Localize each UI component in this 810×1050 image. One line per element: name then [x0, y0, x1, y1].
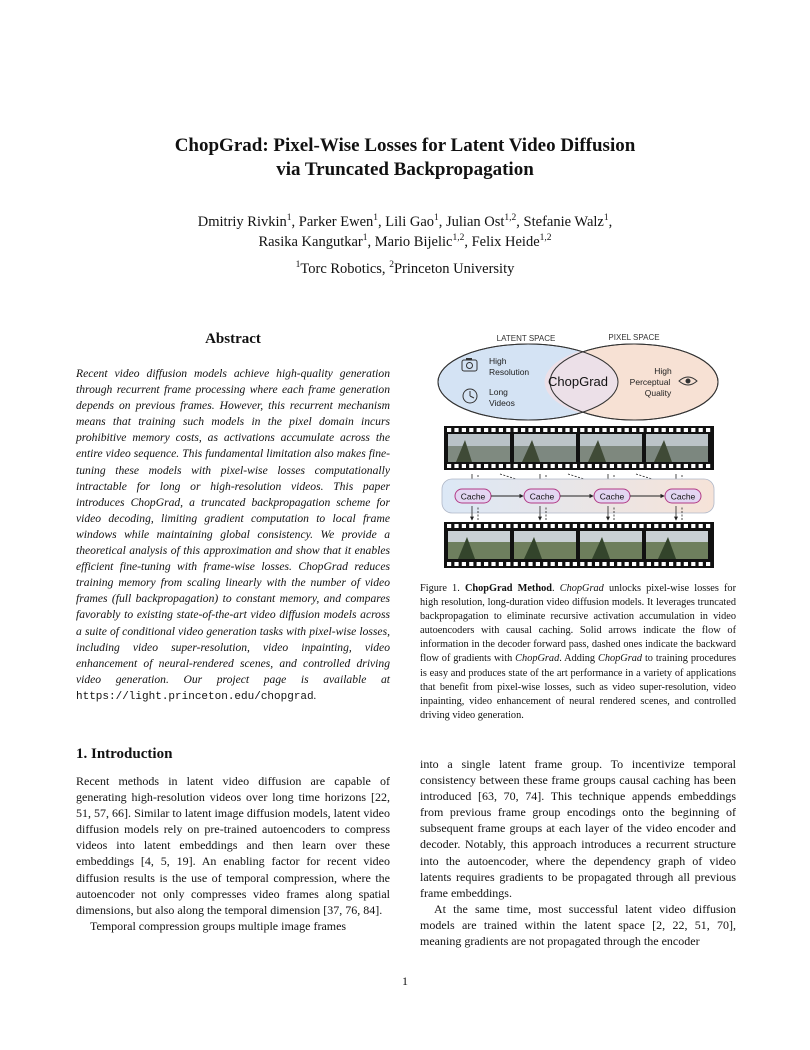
intro-paragraph-1: Recent methods in latent video diffusion are capable of generating high-resolution videos over long time horizons [22, 51, 57, 66]. Similar to latent image diffusion models, latent video diffusion models rely on pre-trained autoencoders to compress videos into latent embeddings and then learn over these embeddings [4, 5, 19]. An enabling factor for recent video diffusion results is the use of temporal compression, where the autoencoder not only compresses video frames along spatial dimensions, but also along the temporal dimension [37, 76, 84].: [76, 774, 390, 917]
film-perforation: [632, 524, 636, 528]
film-perforation: [447, 464, 451, 468]
film-perforation: [558, 464, 562, 468]
abstract-text: Recent video diffusion models achieve high-quality generation through recurrent frame processing where each frame generation depends on previous frames. However, this recurrent mechanism means that training such models in the pixel domain incurs prohibitive memory costs, as activations accumulate across the entire video sequence. This fundamental limitation also makes fine-tuning these models with pixel-wise losses computationally intractable for long or high-resolution videos. This paper introduces ChopGrad, a truncated backpropagation scheme for video decoding, limiting gradient computation to local frame windows while maintaining global consistency. We provide a theoretical analysis of this approximation and show that it enables efficient fine-tuning with frame-wise losses. ChopGrad reduces training memory from scaling linearly with the number of video frames (full backpropagation) to constant memory, and compares favorably to existing state-of-the-art video diffusion models across a suite of conditional video generation tasks with pixel-wise losses, including video super-resolution, video inpainting, video enhancement of neural-rendered scenes, and controlled driving video generation. Our project page is available at: [76, 367, 390, 686]
film-perforation: [617, 562, 621, 566]
separator: ,: [464, 234, 472, 250]
frame-sky: [514, 434, 576, 446]
affiliation-number: 2: [389, 260, 394, 271]
perceptual-line1: High: [654, 366, 672, 376]
film-perforation: [632, 464, 636, 468]
film-perforation: [676, 524, 680, 528]
high-resolution-line1: High: [489, 356, 507, 366]
figure-1-caption: Figure 1. ChopGrad Method. ChopGrad unlocks pixel-wise losses for high resolution, long-duration video diffusion models. It leverages truncated backpropagation to eliminate recursive activation accumulation in video autoencoders with causal caching. Solid arrows indicate the flow of information in the decoder forward pass, dashed ones indicate the backward flow of gradients with ChopGrad. Adding ChopGrad to training procedures is easy and produces state of the art performance in a variety of applications that benefit from pixel-wise losses, such as video super-resolution, video inpainting, video enhancement of neural rendered scenes, and controlled driving video generation.: [420, 583, 737, 721]
film-perforation: [514, 428, 518, 432]
film-perforation: [602, 428, 606, 432]
author-affiliation: 1: [286, 213, 292, 224]
film-perforation: [558, 524, 562, 528]
film-perforation: [499, 464, 503, 468]
author-name: Dmitriy Rivkin: [197, 214, 287, 230]
cache-label: Cache: [460, 491, 486, 502]
film-perforation: [447, 524, 451, 528]
authors-line-2: [0, 232, 810, 252]
film-perforation: [588, 464, 592, 468]
author-affiliation: 1: [434, 213, 439, 224]
film-perforation: [676, 562, 680, 566]
film-perforation: [551, 524, 555, 528]
film-perforation: [699, 562, 703, 566]
film-perforation: [528, 464, 532, 468]
film-perforation: [699, 464, 703, 468]
author-name: Julian Ost: [446, 214, 505, 230]
film-perforation: [573, 464, 577, 468]
film-perforation: [617, 464, 621, 468]
film-perforation: [521, 524, 525, 528]
film-perforation: [706, 524, 710, 528]
film-perforation: [484, 562, 488, 566]
film-perforation: [514, 524, 518, 528]
film-perforation: [499, 562, 503, 566]
film-perforation: [499, 524, 503, 528]
film-perforation: [462, 464, 466, 468]
film-perforation: [691, 464, 695, 468]
film-perforation: [625, 428, 629, 432]
affiliation-name: Princeton University: [393, 261, 515, 277]
title-line-2: via Truncated Backpropagation: [276, 159, 534, 180]
film-perforation: [454, 562, 458, 566]
film-perforation: [477, 464, 481, 468]
film-perforation: [662, 562, 666, 566]
author-name: Parker Ewen: [298, 214, 374, 230]
high-resolution-line2: Resolution: [489, 367, 530, 377]
film-perforation: [662, 464, 666, 468]
film-perforation: [484, 464, 488, 468]
film-perforation: [684, 464, 688, 468]
film-perforation: [610, 428, 614, 432]
caption-method-name: ChopGrad: [559, 583, 604, 594]
film-perforation: [647, 428, 651, 432]
caption-method-name: ChopGrad: [597, 653, 643, 665]
film-perforation: [573, 562, 577, 566]
film-perforation: [610, 464, 614, 468]
film-perforation: [639, 524, 643, 528]
author-affiliation: 1,2: [539, 233, 552, 244]
film-perforation: [506, 464, 510, 468]
right-paragraph-2: At the same time, most successful latent video diffusion models are trained within the latent space [2, 22, 51, 70], meaning gradients are not propagated through the encoder: [420, 901, 736, 949]
author-name: Rasika Kangutkar: [258, 234, 363, 250]
film-perforation: [588, 524, 592, 528]
paper-title: [0, 134, 810, 182]
author-list: [0, 212, 810, 252]
film-perforation: [462, 428, 466, 432]
film-perforation: [588, 428, 592, 432]
author-name: Lili Gao: [385, 214, 435, 230]
author-affiliation: 1: [603, 213, 609, 224]
separator: ,: [608, 214, 613, 230]
cache-label: Cache: [670, 491, 696, 502]
chopgrad-center-label: ChopGrad: [548, 374, 608, 389]
affiliations: [0, 259, 810, 279]
long-videos-line1: Long: [489, 387, 508, 397]
film-perforation: [528, 428, 532, 432]
film-perforation: [706, 464, 710, 468]
film-perforation: [536, 562, 540, 566]
film-perforation: [639, 428, 643, 432]
film-perforation: [691, 428, 695, 432]
author-name: Mario Bijelic: [374, 234, 453, 250]
film-perforation: [506, 562, 510, 566]
authors-line-1: [0, 212, 810, 232]
film-perforation: [477, 562, 481, 566]
abstract-end: .: [313, 688, 317, 702]
film-perforation: [469, 562, 473, 566]
author-name: Felix Heide: [471, 234, 540, 250]
film-perforation: [565, 428, 569, 432]
film-perforation: [573, 428, 577, 432]
film-perforation: [462, 524, 466, 528]
film-perforation: [610, 562, 614, 566]
film-perforation: [669, 464, 673, 468]
latent-space-label: LATENT SPACE: [496, 334, 556, 343]
project-url-link[interactable]: https://light.princeton.edu/chopgrad: [76, 690, 314, 703]
frame-sky: [646, 531, 708, 542]
film-perforation: [580, 464, 584, 468]
film-perforation: [565, 562, 569, 566]
film-perforation: [602, 524, 606, 528]
film-perforation: [528, 524, 532, 528]
separator: ,: [291, 214, 299, 230]
film-perforation: [676, 428, 680, 432]
film-perforation: [632, 562, 636, 566]
film-perforation: [462, 562, 466, 566]
separator: ,: [516, 214, 524, 230]
right-paragraph-1: into a single latent frame group. To incentivize temporal consistency between these frame groups causal caching has been introduced [63, 70, 74]. This technique appends embeddings from previous frame group encodings onto the beginning of subsequent frame groups at each layer of the video encoder and decoder. Notably, this approach introduces a recurrent structure into the autoencoder, where the dependency graph of video latents requires gradients to be propagated through all previous frame embeddings.: [420, 757, 736, 900]
film-perforation: [654, 428, 658, 432]
film-perforation: [602, 464, 606, 468]
frame-sky: [580, 531, 642, 542]
film-perforation: [558, 428, 562, 432]
perceptual-line2: Perceptual: [629, 377, 671, 387]
title-line-1: ChopGrad: Pixel-Wise Losses for Latent Video Diffusion: [174, 135, 636, 156]
film-perforation: [543, 464, 547, 468]
film-perforation: [536, 428, 540, 432]
film-perforation: [543, 524, 547, 528]
film-perforation: [647, 562, 651, 566]
film-perforation: [610, 524, 614, 528]
frame-sky: [514, 531, 576, 542]
cache-label: Cache: [599, 491, 625, 502]
film-perforation: [521, 562, 525, 566]
film-perforation: [625, 562, 629, 566]
long-videos-line2: Videos: [489, 398, 515, 408]
film-perforation: [565, 464, 569, 468]
abstract-heading: Abstract: [205, 331, 261, 347]
film-perforation: [521, 464, 525, 468]
film-perforation: [454, 428, 458, 432]
film-perforation: [669, 428, 673, 432]
film-perforation: [662, 524, 666, 528]
film-perforation: [447, 428, 451, 432]
film-perforation: [654, 524, 658, 528]
caption-text: unlocks pixel-wise losses for high resolution, long-duration video diffusion models. It leverages truncated backpropagation to eliminate recursive activation accumulation in video autoencoders with causal caching. Solid arrows indicate the flow of information in the decoder forward pass, dashed ones indicate the backward flow of gradients with: [420, 583, 737, 665]
separator: ,: [378, 214, 386, 230]
film-perforation: [699, 428, 703, 432]
film-perforation: [684, 562, 688, 566]
film-perforation: [551, 464, 555, 468]
film-perforation: [691, 524, 695, 528]
bottom-film-strip: [444, 522, 714, 568]
left-column-text: [76, 773, 390, 934]
film-perforation: [625, 464, 629, 468]
film-perforation: [625, 524, 629, 528]
right-column-text: [420, 756, 736, 949]
film-perforation: [565, 524, 569, 528]
film-perforation: [647, 464, 651, 468]
separator: ,: [367, 234, 375, 250]
film-perforation: [469, 428, 473, 432]
film-perforation: [684, 524, 688, 528]
film-perforation: [543, 428, 547, 432]
film-perforation: [491, 428, 495, 432]
film-perforation: [602, 562, 606, 566]
film-perforation: [580, 428, 584, 432]
film-perforation: [580, 562, 584, 566]
top-film-strip: [444, 426, 714, 470]
film-perforation: [484, 428, 488, 432]
caption-label: Figure 1.: [420, 583, 460, 594]
film-perforation: [491, 524, 495, 528]
film-perforation: [491, 464, 495, 468]
film-perforation: [499, 428, 503, 432]
film-perforation: [676, 464, 680, 468]
cache-label: Cache: [529, 491, 555, 502]
film-perforation: [447, 562, 451, 566]
author-affiliation: 1,2: [504, 213, 517, 224]
frame-sky: [646, 434, 708, 446]
section-heading-introduction: 1. Introduction: [76, 746, 173, 762]
film-perforation: [639, 464, 643, 468]
author-name: Stefanie Walz: [523, 214, 604, 230]
film-perforation: [669, 524, 673, 528]
film-perforation: [706, 562, 710, 566]
film-perforation: [595, 464, 599, 468]
film-perforation: [514, 562, 518, 566]
film-perforation: [514, 464, 518, 468]
film-perforation: [654, 464, 658, 468]
film-perforation: [454, 524, 458, 528]
separator: ,: [438, 214, 447, 230]
film-perforation: [454, 464, 458, 468]
film-perforation: [536, 464, 540, 468]
author-affiliation: 1: [362, 233, 368, 244]
film-perforation: [595, 524, 599, 528]
caption-method-name: ChopGrad: [515, 653, 560, 665]
author-affiliation: 1,2: [452, 233, 465, 244]
caption-text: to training procedures is easy and produces state of the art performance in a variety of applications that benefit from pixel-wise losses, such as video super-resolution, video inpainting, video enhancement of neural rendered scenes, and controlled driving video generation.: [420, 653, 736, 721]
film-perforation: [662, 428, 666, 432]
film-perforation: [617, 428, 621, 432]
film-perforation: [469, 464, 473, 468]
film-perforation: [647, 524, 651, 528]
author-affiliation: 1: [373, 213, 379, 224]
perceptual-line3: Quality: [644, 388, 672, 398]
film-perforation: [639, 562, 643, 566]
film-perforation: [536, 524, 540, 528]
film-perforation: [477, 428, 481, 432]
film-perforation: [491, 562, 495, 566]
intro-paragraph-2: Temporal compression groups multiple image frames: [90, 918, 347, 933]
film-perforation: [580, 524, 584, 528]
pixel-space-label: PIXEL SPACE: [608, 333, 660, 342]
abstract-body: [76, 366, 390, 705]
frame-sky: [448, 531, 510, 542]
film-perforation: [506, 524, 510, 528]
film-perforation: [706, 428, 710, 432]
film-perforation: [506, 428, 510, 432]
film-perforation: [528, 562, 532, 566]
film-perforation: [617, 524, 621, 528]
page-number: 1: [402, 974, 408, 988]
film-perforation: [699, 524, 703, 528]
caption-text: . Adding: [559, 653, 598, 665]
affiliation-name: Torc Robotics,: [300, 261, 390, 277]
film-perforation: [477, 524, 481, 528]
figure-1-diagram: [420, 328, 736, 574]
caption-title: ChopGrad Method: [464, 583, 552, 594]
film-perforation: [632, 428, 636, 432]
frame-sky: [580, 434, 642, 446]
film-perforation: [521, 428, 525, 432]
film-perforation: [484, 524, 488, 528]
film-perforation: [588, 562, 592, 566]
frame-sky: [448, 434, 510, 446]
film-perforation: [691, 562, 695, 566]
film-perforation: [558, 562, 562, 566]
film-perforation: [573, 524, 577, 528]
film-perforation: [669, 562, 673, 566]
film-perforation: [543, 562, 547, 566]
film-perforation: [595, 428, 599, 432]
film-perforation: [595, 562, 599, 566]
film-perforation: [684, 428, 688, 432]
film-perforation: [551, 428, 555, 432]
film-perforation: [654, 562, 658, 566]
affiliation-number: 1: [295, 260, 301, 271]
film-perforation: [469, 524, 473, 528]
film-perforation: [551, 562, 555, 566]
